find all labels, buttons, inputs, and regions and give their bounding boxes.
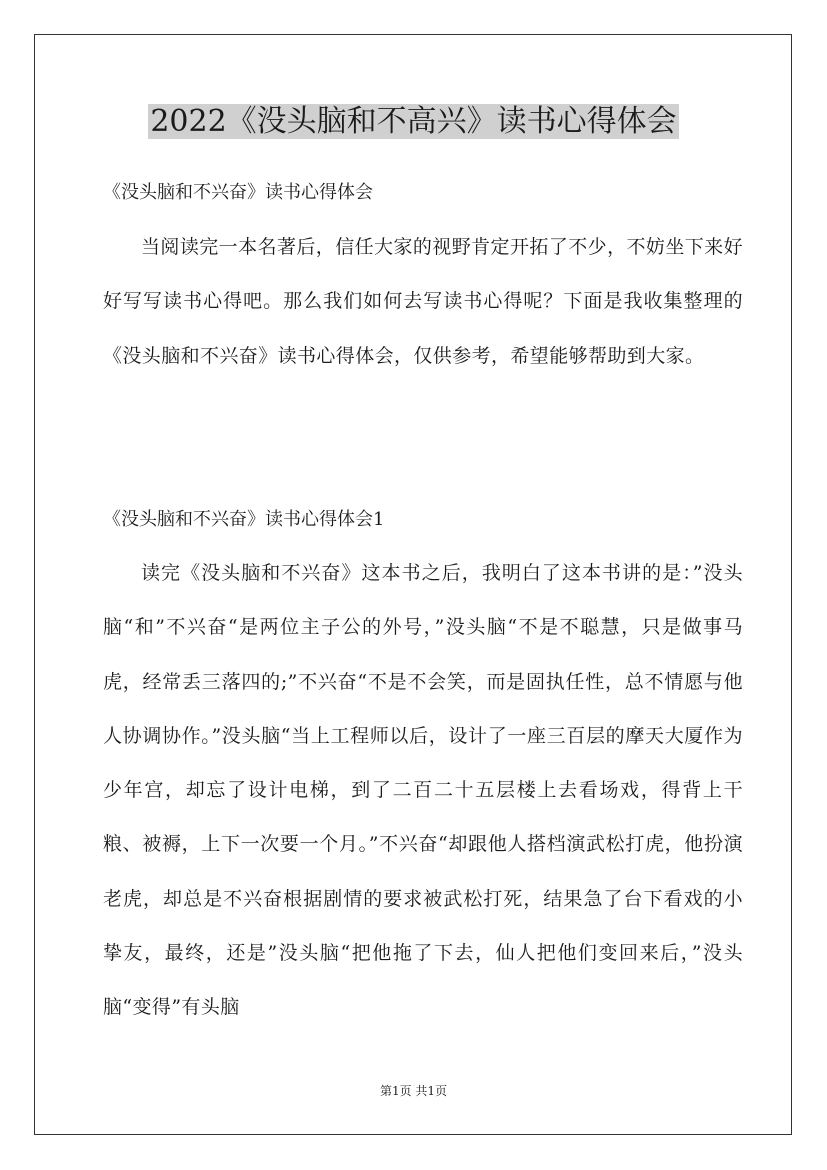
section1-paragraph: 读完《没头脑和不兴奋》这本书之后，我明白了这本书讲的是：”没头脑“和”不兴奋“是两位主子公的外号，”没头脑“不是不聪慧，只是做事马虎，经常丢三落四的;”不兴奋“不是不会笑，而是固执任性，总不情愿与他人协调协作。”没头脑“当上工程师以后，设计了一座三百层的摩天大厦作为少年宫，却忘了设计电梯，到了二百二十五层楼上去看场戏，得背上干粮、被褥，上下一次要一个月。”不兴奋“却跟他人搭档演武松打虎，他扮演老虎，却总是不兴奋根据剧情的要求被武松打死，结果急了台下看戏的小挚友，最终，还是”没头脑“把他拖了下去，仙人把他们变回来后，”没头脑“变得”有头脑 (103, 562, 743, 1019)
page-footer: 第1页 共1页 (379, 1084, 448, 1098)
section1-heading: 《没头脑和不兴奋》读书心得体会1 (103, 509, 385, 530)
document-title (0, 100, 827, 144)
document-title-text: 2022《没头脑和不高兴》读书心得体会 (150, 104, 677, 139)
intro-paragraph: 当阅读完一本名著后，信任大家的视野肯定开拓了不少，不妨坐下来好好写写读书心得吧。那么我们如何去写读书心得呢？下面是我收集整理的《没头脑和不兴奋》读书心得体会，仅供参考，希望能够帮助到大家。 (103, 236, 743, 367)
intro-heading: 《没头脑和不兴奋》读书心得体会 (103, 182, 373, 203)
